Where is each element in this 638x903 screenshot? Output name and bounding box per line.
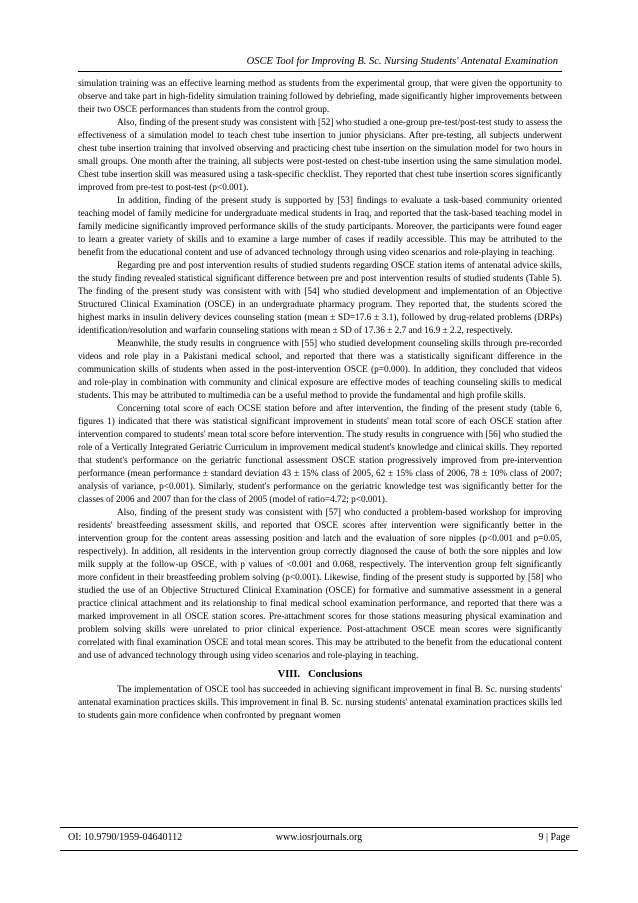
section-number: VIII. bbox=[277, 669, 301, 680]
paragraph: Also, finding of the present study was consistent with [52] who studied a one-group pre-test/post-test study to assess the effectiveness of a simulation model to teach chest tube insertion to junior physicians. After pre-testing, all subjects underwent chest tube insertion training that involved observing and practicing chest tube insertion on the simulation model for two hours in small groups. One month after the training, all subjects were post-tested on chest-tube insertion using the same simulation model. Chest tube insertion skill was measured using a task-specific checklist. They reported that chest tube insertion scores significantly improved from pre-test to post-test (p<0.001). bbox=[78, 118, 562, 193]
footer-page-number: 9 | Page bbox=[538, 832, 570, 843]
footer-doi: OI: 10.9790/1959-04640112 bbox=[68, 832, 183, 843]
paragraph: Meanwhile, the study results in congruence with [55] who studied development counseling skills through pre-recorded videos and role play in a Pakistani medical school, and reported that there was a statistically significant difference in the communication skills of students when assed in the post-intervention OSCE (p=0.000). In addition, they concluded that videos and role-play in combination with community and clinical exposure are effective modes of teaching counseling skills to medical students. This may be attributed to multimedia can be a useful method to provide the fundamental and high profile skills. bbox=[78, 339, 562, 401]
running-header: OSCE Tool for Improving B. Sc. Nursing Students' Antenatal Examination bbox=[246, 56, 558, 67]
header-rule bbox=[78, 71, 562, 72]
paragraph: Also, finding of the present study was consistent with [57] who conducted a problem-based workshop for improving residents' breastfeeding assessment skills, and reported that OSCE scores after intervention were significantly better in the intervention group for the content areas assessing position and latch and the evaluation of sore nipples (p<0.001 and p=0.05, respectively). In addition, all residents in the intervention group correctly diagnosed the cause of both the sore nipples and low milk supply at the follow-up OSCE, with p values of <0.001 and 0.068, respectively. The intervention group felt significantly more confident in their breastfeeding problem solving (p<0.001). Likewise, finding of the present study is supported by [58] who studied the use of an Objective Structured Clinical Examination (OSCE) for formative and summative assessment in a general practice clinical attachment and its relationship to final medical school examination performance, and reported that there was a marked improvement in all OSCE station scores. Pre-attachment scores for those stations measuring physical examination and problem solving skills were unrelated to prior clinical experience. Post-attachment OSCE mean scores were significantly correlated with final examination OSCE and total mean scores. This may be attributed to the benefit from the educational content and use of advanced technology through using video scenarios and role-playing in teaching. bbox=[78, 508, 562, 661]
body-text bbox=[78, 78, 562, 723]
page-footer bbox=[60, 827, 578, 851]
footer-website-link[interactable]: www.iosrjournals.org bbox=[275, 832, 363, 843]
section-heading bbox=[78, 668, 562, 682]
paragraph-continuation: simulation training was an effective learning method as students from the experimental group, that were given the opportunity to observe and take part in high-fidelity simulation training followed by debriefing, made significantly higher improvements between their two OSCE performances than students from the control group. bbox=[78, 79, 562, 115]
paragraph: Regarding pre and post intervention results of studied students regarding OSCE station items of antenatal advice skills, the study finding revealed statistical significant difference between pre and post intervention results of studied students (Table 5). The finding of the present study was consistent with with [54] who studied development and implementation of an Objective Structured Clinical Examination (OSCE) in an undergraduate pharmacy program. They reported that, the students scored the highest marks in insulin delivery devices counseling station (mean ± SD=17.6 ± 3.1), followed by drug-related problems (DRPs) identification/resolution and warfarin counseling stations with mean ± SD of 17.36 ± 2.7 and 16.9 ± 2.2, respectively. bbox=[78, 261, 562, 336]
conclusion-paragraph: The implementation of OSCE tool has succeeded in achieving significant improvement in final B. Sc. nursing students' antenatal examination practices skills. This improvement in final B. Sc. nursing students' antenatal examination practices skills led to students gain more confidence when confronted by pregnant women bbox=[78, 685, 562, 721]
paragraph: In addition, finding of the present study is supported by [53] findings to evaluate a task-based community oriented teaching model of family medicine for undergraduate medical students in Iraq, and reported that the task-based teaching model in family medicine significantly improved performance skills of the study participants. Moreover, the participants were found eager to learn a greater variety of skills and to examine a large number of cases if readily accessible. This may be attributed to the benefit from the educational content and use of advanced technology through using video scenarios and role-playing in teaching. bbox=[78, 196, 562, 258]
section-title: Conclusions bbox=[308, 669, 363, 680]
paragraph: Concerning total score of each OCSE station before and after intervention, the finding of the present study (table 6, figures 1) indicated that there was statistical significant improvement in students' mean total score of each OSCE station after intervention compared to students' mean total score before intervention. The study results in congruence with [56] who studied the role of a Vertically Integrated Geriatric Curriculum in improvement medical student's knowledge and clinical skills. They reported that student's performance on the geriatric functional assessment OSCE station progressively improved from pre-intervention performance (mean performance ± standard deviation 43 ± 15% class of 2005, 62 ± 15% class of 2006, 78 ± 10% class of 2007; analysis of variance, p<0.001). Similarly, student's performance on the geriatric knowledge test was significantly better for the classes of 2006 and 2007 than for the class of 2005 (model of ratio=4.72; p<0.001). bbox=[78, 404, 562, 505]
